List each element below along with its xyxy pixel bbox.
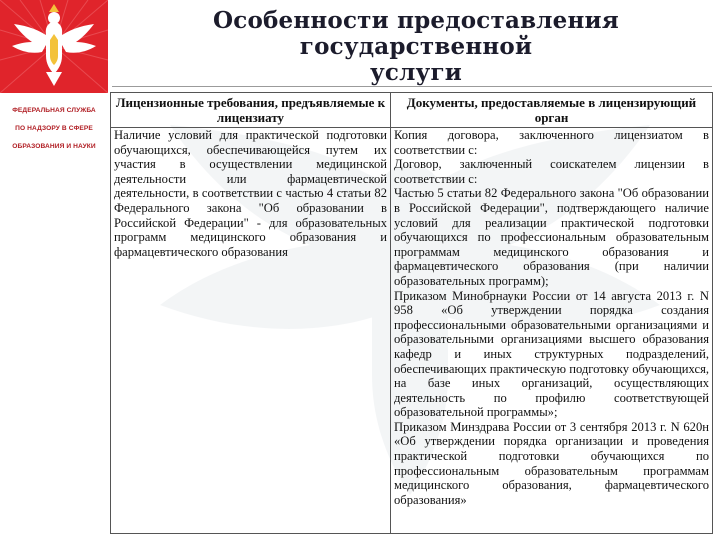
organization-name [2, 102, 106, 156]
eagle-emblem-icon [0, 0, 108, 93]
documents-paragraph-2: Договор, заключенный соискателем лицензии в соответствии с: [394, 157, 709, 186]
table-row [111, 128, 713, 534]
column-header-documents: Документы, предоставляемые в лицензирующий орган [391, 93, 713, 128]
licensing-requirements-table [110, 92, 713, 534]
slide-title [112, 8, 720, 86]
requirement-text: Наличие условий для практической подготовки обучающихся, обеспечивающейся путем их участия в осуществлении медицинской деятельности или фармацевтической деятельности, в соответствии с частью 4 статьи 82 Федерального закона "Об образовании в Российской Федерации" - для образовательных программ медицинского образования и фармацевтического образования [114, 128, 387, 259]
documents-paragraph-1: Копия договора, заключенного лицензиатом в соответствии с: [394, 128, 709, 157]
requirement-cell [111, 128, 391, 534]
org-name-line-2: ПО НАДЗОРУ В СФЕРЕ [15, 125, 93, 132]
slide-title-line-2: услуги [369, 59, 463, 86]
column-header-requirements: Лицензионные требования, предъявляемые к лицензиату [111, 93, 391, 128]
title-divider [112, 86, 712, 87]
sidebar [0, 0, 108, 540]
org-name-line-1: ФЕДЕРАЛЬНАЯ СЛУЖБА [12, 107, 96, 114]
documents-paragraph-5: Приказом Минздрава России от 3 сентября 2013 г. N 620н «Об утверждении порядка организации и проведения практической подготовки обучающихся по профессиональным образовательным программам медицинского образования, фармацевтического образования» [394, 419, 709, 507]
table-header-row [111, 93, 713, 128]
rosobrnadzor-logo [0, 0, 108, 93]
documents-paragraph-4: Приказом Минобрнауки России от 14 августа 2013 г. N 958 «Об утверждении порядка создания профессиональными образовательными организациями и образовательными организациями высшего образования кафедр и иных структурных подразделений, обеспечивающих практическую подготовку обучающихся, на базе иных организаций, осуществляющих деятельность по профилю соответствующей образовательной программы»; [394, 288, 710, 420]
documents-paragraph-3: Частью 5 статьи 82 Федерального закона "Об образовании в Российской Федерации", подтверждающего наличие условий для реализации практической подготовки обучающихся по профессиональным образовательным программам медицинского образования и фармацевтического образования (при наличии образовательных программ); [394, 186, 709, 288]
documents-cell [391, 128, 713, 534]
org-name-line-3: ОБРАЗОВАНИЯ И НАУКИ [12, 143, 96, 150]
slide-title-line-1: Особенности предоставления государственной [213, 7, 619, 60]
